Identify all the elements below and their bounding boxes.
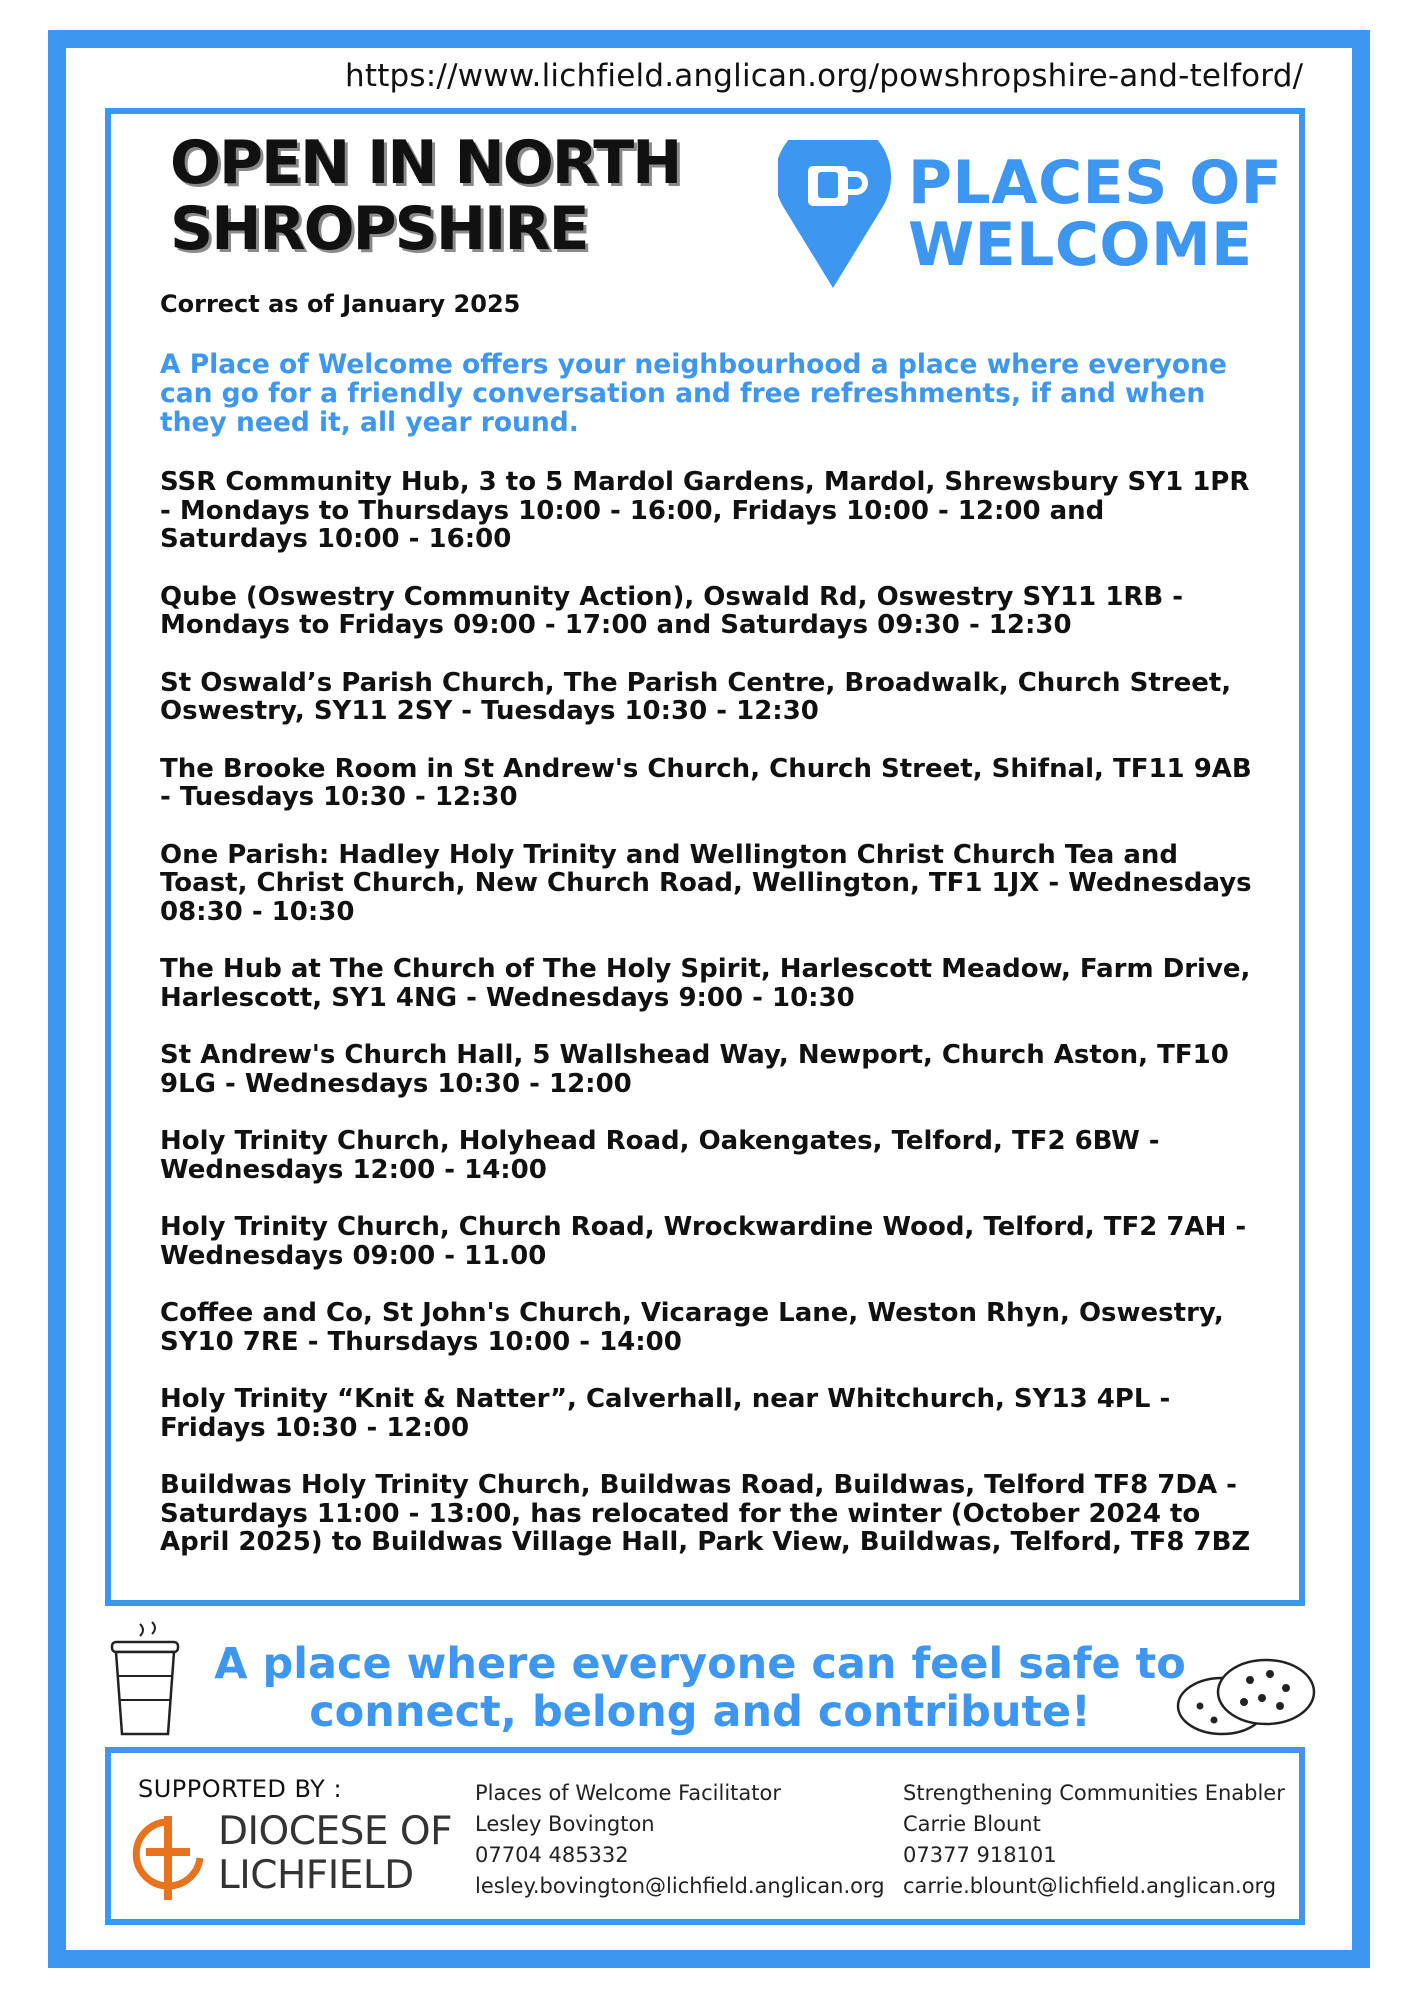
title-line-1: OPEN IN NORTH: [170, 128, 681, 198]
website-url[interactable]: https://www.lichfield.anglican.org/powshropshire-and-telford/: [345, 58, 1304, 94]
venue-item: Buildwas Holy Trinity Church, Buildwas Road, Buildwas, Telford TF8 7DA - Saturdays 11:00 - 13:00, has relocated for the winter (October 2024 to April 2025) to Buildwas Village Hall, Park View, Buildwas, Telford, TF8 7BZ: [160, 1470, 1251, 1557]
tagline-line-1: A place where everyone can feel safe to: [214, 1639, 1186, 1689]
intro-paragraph: A Place of Welcome offers your neighbourhood a place where everyone can go for a friendly conversation and free refreshments, if and when they need it, all year round.: [160, 349, 1227, 438]
venue-list: [160, 468, 1260, 1586]
places-of-welcome-logo: [908, 148, 1288, 280]
diocese-cross-icon: [128, 1812, 208, 1904]
venue-item: St Oswald’s Parish Church, The Parish Centre, Broadwalk, Church Street, Oswestry, SY11 2SY - Tuesdays 10:30 - 12:30: [160, 667, 1232, 726]
coffee-cup-icon: [100, 1618, 190, 1738]
venue-item: Qube (Oswestry Community Action), Oswald Rd, Oswestry SY11 1RB - Mondays to Fridays 09:00 - 17:00 and Saturdays 09:30 - 12:30: [160, 581, 1184, 640]
venue-item: The Brooke Room in St Andrew's Church, Church Street, Shifnal, TF11 9AB - Tuesdays 10:30 - 12:30: [160, 753, 1252, 812]
venue-item: Coffee and Co, St John's Church, Vicarage Lane, Weston Rhyn, Oswestry, SY10 7RE - Thursdays 10:00 - 14:00: [160, 1298, 1224, 1357]
contact-name: Carrie Blount: [903, 1812, 1041, 1836]
venue-item: St Andrew's Church Hall, 5 Wallshead Way, Newport, Church Aston, TF10 9LG - Wednesdays 10:30 - 12:00: [160, 1040, 1229, 1099]
biscuits-icon: [1170, 1640, 1320, 1750]
contact-email[interactable]: lesley.bovington@lichfield.anglican.org: [475, 1874, 885, 1898]
title-line-2: SHROPSHIRE: [170, 194, 588, 264]
contact-facilitator: [475, 1778, 885, 1902]
contact-role: Places of Welcome Facilitator: [475, 1781, 781, 1805]
venue-item: Holy Trinity Church, Church Road, Wrockwardine Wood, Telford, TF2 7AH - Wednesdays 09:00 - 11.00: [160, 1212, 1247, 1271]
logo-line-2: WELCOME: [908, 210, 1253, 280]
correct-as-of-date: Correct as of January 2025: [160, 290, 521, 318]
tagline-line-2: connect, belong and contribute!: [309, 1687, 1091, 1737]
page-title: [170, 130, 730, 262]
diocese-line-2: LICHFIELD: [218, 1853, 414, 1898]
tagline: [200, 1640, 1200, 1736]
logo-line-1: PLACES OF: [908, 148, 1283, 218]
contact-phone[interactable]: 07704 485332: [475, 1843, 629, 1867]
contact-name: Lesley Bovington: [475, 1812, 655, 1836]
venue-item: The Hub at The Church of The Holy Spirit, Harlescott Meadow, Farm Drive, Harlescott, SY1 4NG - Wednesdays 9:00 - 10:30: [160, 954, 1251, 1013]
supported-by-label: SUPPORTED BY :: [138, 1775, 343, 1803]
diocese-logo: [218, 1810, 452, 1898]
contact-phone[interactable]: 07377 918101: [903, 1843, 1057, 1867]
contact-enabler: [903, 1778, 1285, 1902]
venue-item: SSR Community Hub, 3 to 5 Mardol Gardens, Mardol, Shrewsbury SY1 1PR - Mondays to Thursdays 10:00 - 16:00, Fridays 10:00 - 12:00 and Saturdays 10:00 - 16:00: [160, 467, 1250, 554]
venue-item: One Parish: Hadley Holy Trinity and Wellington Christ Church Tea and Toast, Christ Church, New Church Road, Wellington, TF1 1JX - Wednesdays 08:30 - 10:30: [160, 839, 1252, 927]
venue-item: Holy Trinity “Knit & Natter”, Calverhall, near Whitchurch, SY13 4PL - Fridays 10:30 - 12:00: [160, 1384, 1171, 1443]
diocese-line-1: DIOCESE OF: [218, 1809, 453, 1854]
contact-role: Strengthening Communities Enabler: [903, 1781, 1285, 1805]
venue-item: Holy Trinity Church, Holyhead Road, Oakengates, Telford, TF2 6BW - Wednesdays 12:00 - 14:00: [160, 1126, 1160, 1185]
contact-email[interactable]: carrie.blount@lichfield.anglican.org: [903, 1874, 1277, 1898]
